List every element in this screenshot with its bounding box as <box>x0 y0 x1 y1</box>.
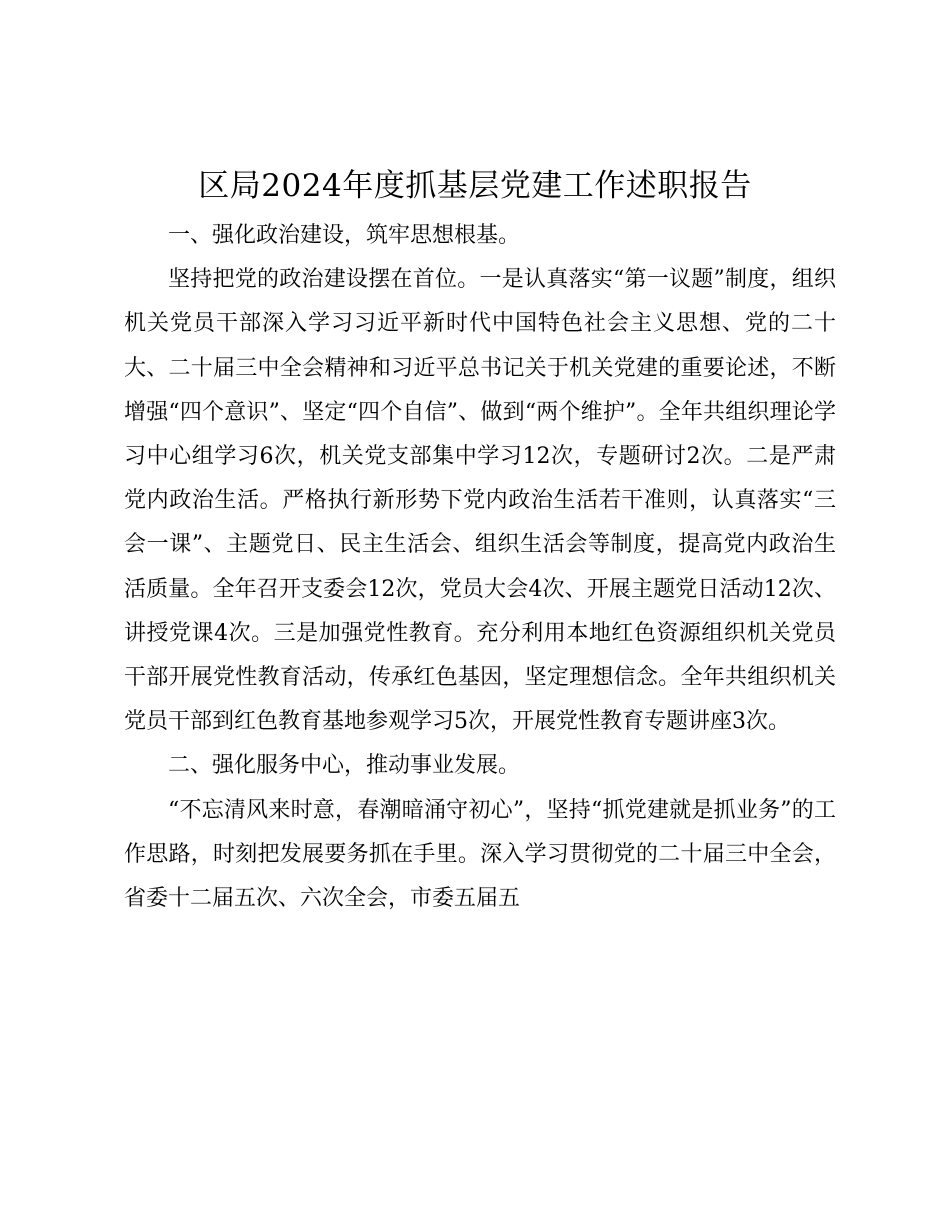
section-heading-1: 一、强化政治建设，筑牢思想根基。 <box>168 223 521 248</box>
document-body <box>124 214 836 921</box>
paragraph-political-building: 坚持把党的政治建设摆在首位。一是认真落实“第一议题”制度，组织机关党员干部深入学习习近平新时代中国特色社会主义思想、党的二十大、二十届三中全会精神和习近平总书记关于机关党建的重要论述，不断增强“四个意识”、坚定“四个自信”、做到“两个维护”。全年共组织理论学习中心组学习6次，机关党支部集中学习12次，专题研讨2次。二是严肃党内政治生活。严格执行新形势下党内政治生活若干准则，认真落实“三会一课”、主题党日、民主生活会、组织生活会等制度，提高党内政治生活质量。全年召开支委会12次，党员大会4次、开展主题党日活动12次、讲授党课4次。三是加强党性教育。充分利用本地红色资源组织机关党员干部开展党性教育活动，传承红色基因，坚定理想信念。全年共组织机关党员干部到红色教育基地参观学习5次，开展党性教育专题讲座3次。 <box>124 267 836 735</box>
paragraph-service-center: “不忘清风来时意，春潮暗涌守初心”，坚持“抓党建就是抓业务”的工作思路，时刻把发展要务抓在手里。深入学习贯彻党的二十届三中全会，省委十二届五次、六次全会，市委五届五 <box>124 797 836 912</box>
document-title: 区局2024年度抓基层党建工作述职报告 <box>198 168 752 204</box>
section-heading-2: 二、强化服务中心，推动事业发展。 <box>168 753 521 779</box>
